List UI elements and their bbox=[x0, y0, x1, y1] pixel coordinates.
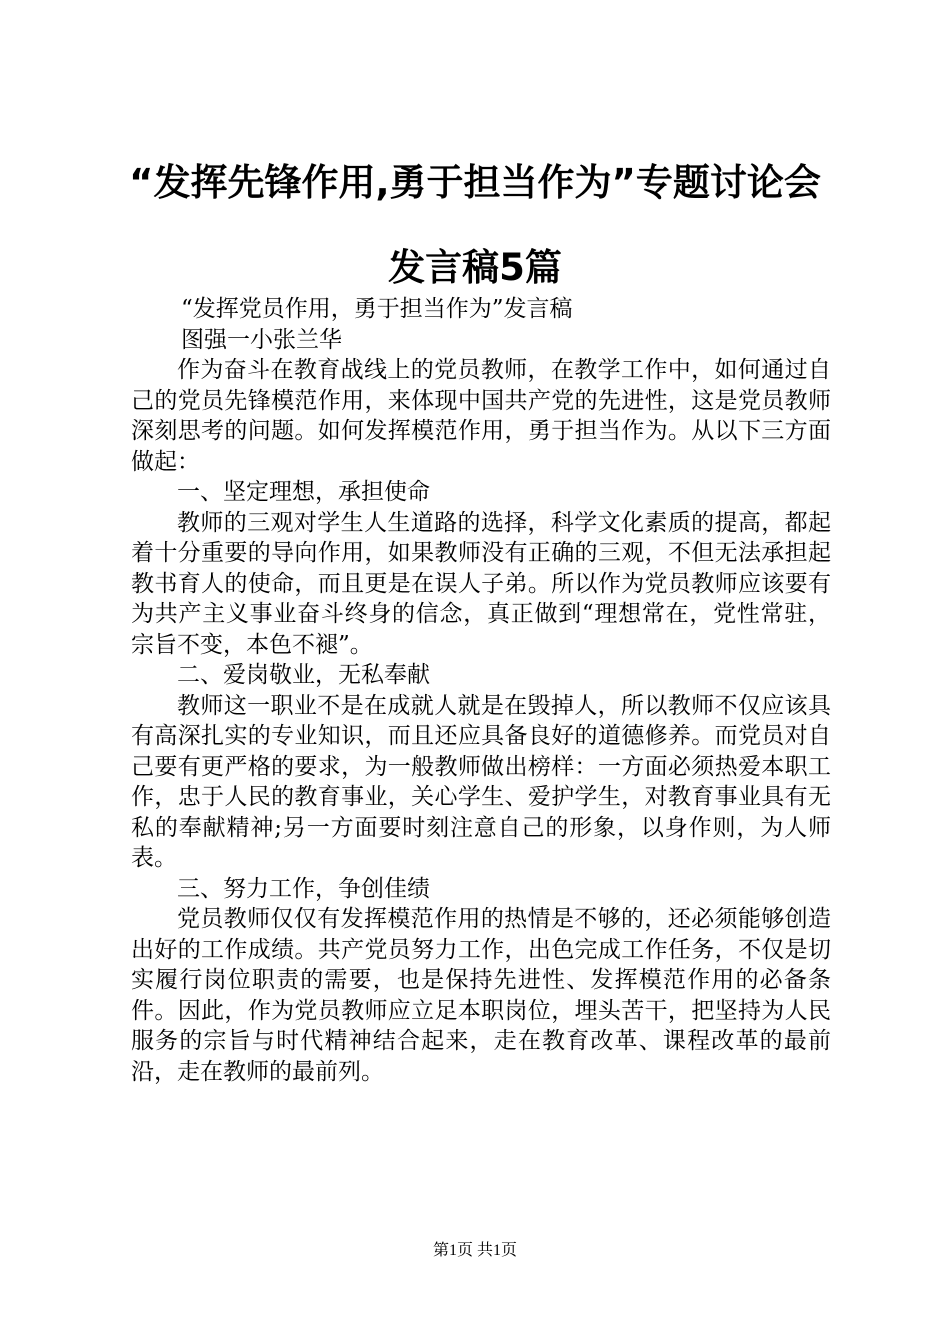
document-body bbox=[131, 294, 831, 1087]
document-title-line-1: “发挥先锋作用,勇于担当作为”专题讨论会 bbox=[129, 161, 821, 204]
section-heading-2: 二、爱岗敬业，无私奉献 bbox=[177, 662, 430, 688]
document-title-line-2: 发言稿5篇 bbox=[388, 246, 562, 289]
section-heading-1: 一、坚定理想，承担使命 bbox=[177, 479, 430, 505]
section-paragraph-2: 教师这一职业不是在成就人就是在毁掉人，所以教师不仅应该具有高深扎实的专业知识，而且还应具备良好的道德修养。而党员对自己要有更严格的要求，为一般教师做出榜样：一方面必须热爱本职工作，忠于人民的教育事业，关心学生、爱护学生，对教育事业具有无私的奉献精神;另一方面要时刻注意自己的形象，以身作则，为人师表。 bbox=[131, 692, 831, 871]
intro-paragraph: 作为奋斗在教育战线上的党员教师，在教学工作中，如何通过自己的党员先锋模范作用，来体现中国共产党的先进性，这是党员教师深刻思考的问题。如何发挥模范作用，勇于担当作为。从以下三方面做起： bbox=[131, 357, 831, 475]
section-heading-3: 三、努力工作，争创佳绩 bbox=[177, 875, 430, 902]
section-paragraph-1: 教师的三观对学生人生道路的选择，科学文化素质的提高，都起着十分重要的导向作用，如果教师没有正确的三观，不但无法承担起教书育人的使命，而且更是在误人子弟。所以作为党员教师应该要有为共产主义事业奋斗终身的信念，真正做到“理想常在，党性常驻，宗旨不变，本色不褪”。 bbox=[131, 509, 831, 658]
speech-title: “发挥党员作用，勇于担当作为”发言稿 bbox=[181, 296, 573, 322]
page-footer: 第1页 共1页 bbox=[432, 1242, 517, 1259]
author-line: 图强一小张兰华 bbox=[181, 326, 342, 353]
section-paragraph-3: 党员教师仅仅有发挥模范作用的热情是不够的，还必须能够创造出好的工作成绩。共产党员努力工作，出色完成工作任务，不仅是切实履行岗位职责的需要，也是保持先进性、发挥模范作用的必备条件。因此，作为党员教师应立足本职岗位，埋头苦干，把坚持为人民服务的宗旨与时代精神结合起来，走在教育改革、课程改革的最前沿，走在教师的最前列。 bbox=[131, 906, 831, 1085]
